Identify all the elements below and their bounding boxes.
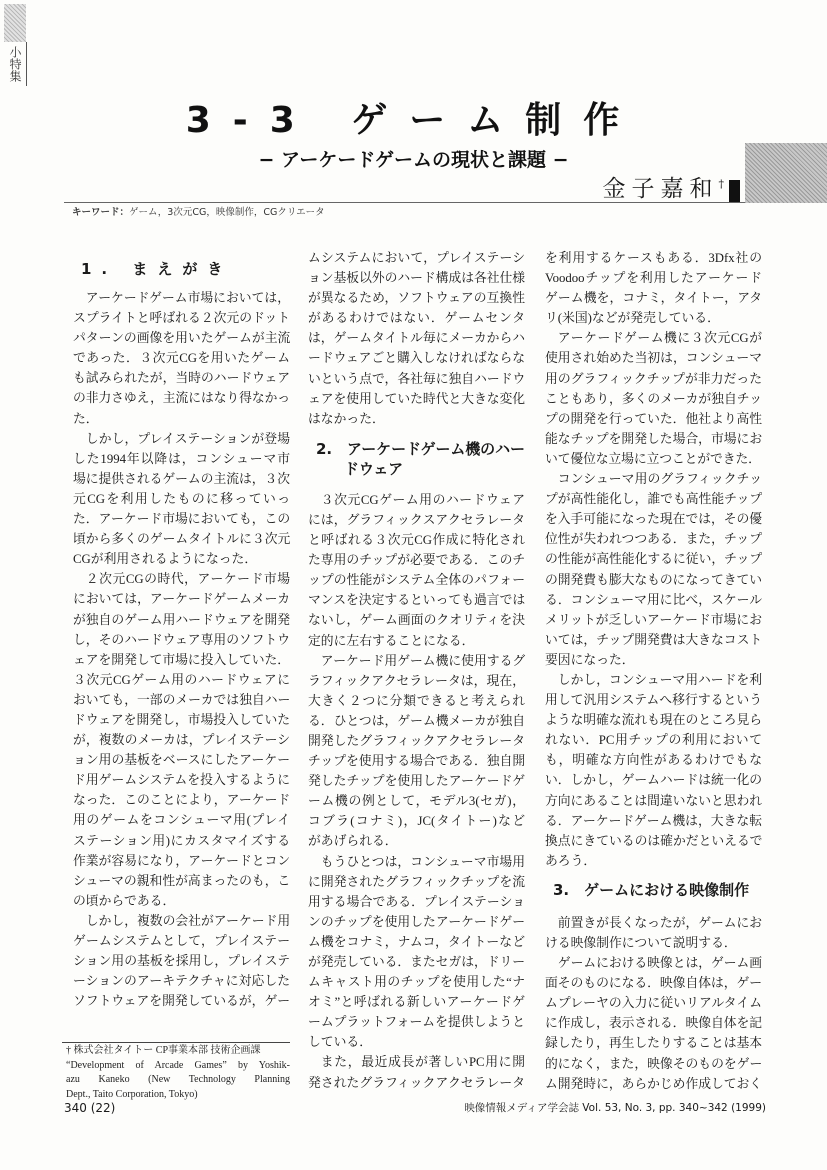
text-line: 定的に左右することになる．: [308, 633, 475, 648]
text-line: メリットが乏しいアーケード市場にお: [545, 612, 762, 627]
text-line: い．しかし，ゲームハードは統一化の: [545, 773, 762, 788]
paragraph: [545, 469, 762, 670]
article-title: 3-3 ゲーム制作: [185, 100, 642, 141]
paragraph: [308, 248, 525, 429]
text-line: いて優位な立場に立つことができた．: [545, 451, 761, 466]
section-heading-text: 1. まえがき: [81, 260, 233, 278]
text-line: る．アーケードゲーム機は，大きな転: [545, 813, 762, 828]
footnote-line: “Development of Arcade Games” by Yoshik-: [66, 1059, 290, 1071]
section-heading: [308, 429, 525, 490]
side-divider: [26, 42, 27, 86]
text-line: ドウェアを開発し，市場投入していた: [73, 712, 291, 727]
article-subtitle: − アーケードゲームの現状と課題 −: [258, 149, 569, 171]
paragraph: [73, 429, 290, 570]
column-1: [73, 258, 290, 1011]
text-line: も試みられたが，当時のハードウェア: [73, 371, 291, 386]
text-line: ション用の基板を採用し，プレイステ: [73, 954, 290, 969]
text-line: と呼ばれる３次元CG作成に特化され: [308, 533, 525, 548]
text-line: リ(米国)などが発売している．: [545, 311, 720, 326]
text-line: ２次元CGの時代，アーケード市場: [85, 572, 290, 587]
text-line: ードウェアごと購入しなければならな: [308, 351, 526, 366]
text-line: アーケードゲーム市場においては，: [85, 291, 290, 305]
text-line: ないし，ゲーム画面のクオリティを決: [308, 613, 525, 628]
text-line: はなかった．: [308, 411, 385, 426]
text-line: アーケード用ゲーム機に使用するグ: [320, 653, 526, 668]
paragraph: [545, 328, 762, 469]
text-line: スプライトと呼ばれる２次元のドット: [73, 311, 290, 326]
paragraph: [73, 569, 290, 911]
text-line: 開発したグラフィックアクセラレータ: [308, 733, 525, 748]
column-2: [308, 248, 525, 1093]
paragraph: [73, 911, 290, 1011]
text-line: ョン用の基板をベースにしたアーケー: [73, 753, 290, 768]
text-line: ３次元CGゲーム用のハードウェア: [320, 492, 525, 507]
column-3: [545, 248, 762, 1094]
text-line: を入手可能になった現在では，その優: [545, 512, 762, 527]
paragraph: [545, 913, 762, 953]
section-heading-text: 3. ゲームにおける映像制作: [553, 880, 750, 899]
text-line: ム機をコナミ，ナムコ，タイトーなど: [308, 934, 525, 949]
text-line: また，最近成長が著しいPC用に開: [320, 1055, 525, 1070]
footnote: [66, 1044, 290, 1102]
text-line: があるわけではない．ゲームセンタ: [308, 311, 525, 326]
text-line: ステーション用)にカスタマイズする: [73, 833, 290, 848]
section-heading: [73, 258, 290, 288]
text-line: プの開発を行っていた．他社より高性: [545, 411, 762, 426]
text-line: た．: [73, 411, 99, 426]
paragraph: [545, 248, 762, 328]
text-line: おいても，一部のメーカでは独自ハー: [73, 692, 291, 707]
text-line: いという点で，各社毎に独自ハードウ: [308, 371, 526, 386]
text-line: が独自のゲーム用ハードウェアを開発: [73, 612, 291, 627]
text-line: 前置きが長くなったが，ゲームにお: [557, 915, 762, 930]
paragraph: [308, 1052, 525, 1092]
text-line: においては，アーケードゲームメーカ: [73, 592, 290, 607]
text-line: が，複数のメーカは，プレイステーシ: [73, 733, 290, 748]
text-line: ェアを使用していた時代と大きな変化: [308, 391, 525, 406]
header-divider: [64, 202, 745, 203]
text-line: ゲームにおける映像とは，ゲーム画: [557, 956, 762, 971]
text-line: 大きく２つに分類できると考えられ: [308, 693, 525, 708]
text-line: コブラ(コナミ)，JC(タイトー)など: [308, 814, 525, 829]
text-line: を利用するケースもある．3Dfx社の: [545, 251, 762, 265]
text-line: オミ”と呼ばれる新しいアーケードゲ: [308, 995, 525, 1010]
footnote-line: azu Kaneko (New Technology Planning: [66, 1074, 290, 1085]
text-line: ム開発時に，あらかじめ作成しておく: [545, 1076, 762, 1091]
text-line: ける映像制作について説明する．: [545, 936, 737, 950]
paragraph: [545, 953, 762, 1094]
text-line: には，グラフィックスアクセラレータ: [308, 512, 525, 527]
text-line: 頃から多くのゲームタイトルに３次元: [73, 532, 291, 547]
text-line: た．アーケード市場においても，この: [73, 512, 291, 527]
paragraph: [308, 852, 525, 1053]
author-footnote-mark: †: [718, 177, 724, 191]
side-decoration: [4, 4, 26, 42]
text-line: る．コンシューマ用に比べ，スケール: [545, 592, 762, 607]
text-line: アーケードゲーム機に３次元CGが: [557, 331, 762, 346]
text-line: ェアを開発して市場に投入していた．: [73, 652, 290, 667]
text-line: 発したチップを使用したアーケードゲ: [308, 774, 525, 789]
text-line: ムキャスト用のチップを使用した“ナ: [308, 975, 525, 990]
text-line: 要因になった．: [545, 652, 635, 667]
text-line: に作成し，表示される．映像自体を記: [545, 1016, 762, 1031]
text-line: 場に提供されるゲームの主流は，３次: [73, 471, 290, 486]
text-line: 面そのものになる．映像自体は，ゲー: [545, 976, 762, 991]
text-line: なった．このことにより，アーケード: [73, 793, 291, 808]
text-line: 使用され始めた当初は，コンシューマ: [545, 351, 762, 366]
text-line: 用のゲームをコンシューマ用(プレイ: [73, 813, 290, 828]
text-line: ソフトウェアを開発しているが，ゲー: [73, 994, 291, 1009]
text-line: こともあり，多くのメーカが独自チッ: [545, 391, 762, 406]
keywords-label: キーワード：: [72, 207, 130, 218]
text-line: 用する場合である．プレイステーショ: [308, 894, 525, 909]
author-name: 金子嘉和: [602, 176, 719, 202]
text-line: ムシステムにおいて，プレイステーシ: [308, 251, 525, 265]
text-line: があげられる．: [308, 834, 398, 849]
text-line: に開発されたグラフィックチップを流: [308, 874, 525, 889]
text-line: ンのチップを使用したアーケードゲー: [308, 914, 525, 929]
text-line: が発売している．またセガは，ドリー: [308, 955, 525, 969]
text-line: 方向にあることは間違いないと思われ: [545, 793, 762, 808]
text-line: は，ゲームタイトル毎にメーカからハ: [308, 331, 526, 346]
header-decoration: [745, 143, 827, 203]
text-line: パターンの画像を用いたゲームが主流: [73, 331, 291, 346]
section-label: 小特集: [8, 46, 22, 82]
text-line: 的になく，また，映像そのものをゲー: [545, 1056, 763, 1071]
text-line: いては，チップ開発費は大きなコスト: [545, 632, 763, 647]
text-line: ップの性能がシステム全体のパフォー: [308, 573, 525, 588]
text-line: シューマの親和性が高まったのも，こ: [73, 873, 291, 888]
text-line: あろう．: [545, 853, 597, 868]
text-line: プが高性能化し，誰でも高性能チップ: [545, 492, 763, 507]
footnote-line: Dept., Taito Corporation, Tokyo): [66, 1088, 198, 1100]
page-number: 340 (22): [64, 1101, 116, 1115]
text-line: の性能が高性能化するに従い，チップ: [545, 552, 763, 567]
footnote-line: † 株式会社タイトー CP事業本部 技術企画課: [66, 1045, 261, 1056]
keywords-list: ゲーム，3次元CG，映像制作，CGクリエータ: [129, 207, 325, 218]
text-line: ラフィックアクセラレータは，現在，: [308, 673, 525, 688]
footnote-divider: [62, 1042, 290, 1043]
text-line: の開発費も膨大なものになってきてい: [545, 572, 762, 587]
text-line: ョン基板以外のハード構成は各社仕様: [308, 271, 525, 286]
section-heading: [545, 871, 762, 913]
text-line: しかし，複数の会社がアーケード用: [85, 913, 291, 928]
text-line: しかし，コンシューマ用ハードを利: [557, 672, 762, 687]
text-line: している．: [308, 1035, 372, 1050]
text-line: ームプラットフォームを提供しようと: [308, 1015, 525, 1030]
text-line: コンシューマ用のグラフィックチッ: [557, 472, 762, 487]
paragraph: [308, 651, 525, 852]
section-heading-text-cont: ドウェア: [344, 459, 404, 478]
text-line: の頃からである．: [73, 893, 176, 908]
author-bar-decoration: [729, 180, 740, 202]
text-line: しかし，プレイステーションが登場: [85, 431, 290, 446]
text-line: CGが利用されるようになった．: [73, 552, 258, 567]
text-line: チップを使用する場合である．独自開: [308, 754, 526, 769]
text-line: が異なるため，ソフトウェアの互換性: [308, 291, 525, 306]
journal-citation: 映像情報メディア学会誌 Vol. 53, No. 3, pp. 340~342 (1999): [464, 1102, 766, 1114]
text-line: もうひとつは，コンシューマ市場用: [320, 854, 525, 869]
text-line: の非力さゆえ，主流にはなり得なかっ: [73, 391, 290, 406]
text-line: 録したり，再生したりすることは基本: [545, 1036, 762, 1051]
paragraph: [308, 490, 525, 651]
text-line: 元CGを利用したものに移っていっ: [73, 491, 290, 506]
text-line: した1994年以降は，コンシューマ市: [73, 451, 290, 466]
text-line: し，そのハードウェア専用のソフトウ: [73, 632, 290, 647]
text-line: 作業が容易になり，アーケードとコン: [73, 853, 291, 868]
text-line: た専用のチップが必要である．このチ: [308, 553, 526, 568]
text-line: ゲーム機を，コナミ，タイトー，アタ: [545, 291, 762, 306]
text-line: ような明確な流れも現在のところ見ら: [545, 713, 762, 728]
text-line: る．ひとつは，ゲーム機メーカが独自: [308, 713, 526, 728]
text-line: 発されたグラフィックアクセラレータ: [308, 1075, 525, 1090]
text-line: Voodooチップを利用したアーケード: [545, 271, 762, 286]
text-line: 換点にきているのは確かだといえるで: [545, 833, 763, 848]
text-line: 用して汎用システムへ移行するという: [545, 693, 762, 708]
keywords: [72, 206, 325, 219]
paragraph: [545, 670, 762, 871]
text-line: であった．３次元CGを用いたゲーム: [73, 351, 290, 366]
text-line: も，明確な方向性があるわけでもな: [545, 753, 762, 768]
text-line: 位性が失われつつある．また，チップ: [545, 532, 762, 547]
text-line: ムプレーヤの入力に従いリアルタイム: [545, 996, 762, 1011]
text-line: 用のグラフィックチップが非力だった: [545, 371, 762, 386]
text-line: ド用ゲームシステムを投入するように: [73, 773, 290, 788]
text-line: ゲームシステムとして，プレイステー: [73, 934, 290, 948]
text-line: 能なチップを開発した場合，市場にお: [545, 431, 763, 446]
text-line: ３次元CGゲーム用のハードウェアに: [73, 672, 290, 687]
text-line: ーションのアーキテクチャに対応した: [73, 974, 290, 989]
text-line: れない．PC用チップの利用において: [545, 733, 762, 748]
author: [560, 176, 724, 202]
section-heading-text: 2. アーケードゲーム機のハー: [316, 439, 525, 458]
text-line: ーム機の例として，モデル3(セガ)，: [308, 794, 525, 809]
text-line: マンスを決定するといっても過言では: [308, 593, 526, 608]
paragraph: [73, 288, 290, 429]
